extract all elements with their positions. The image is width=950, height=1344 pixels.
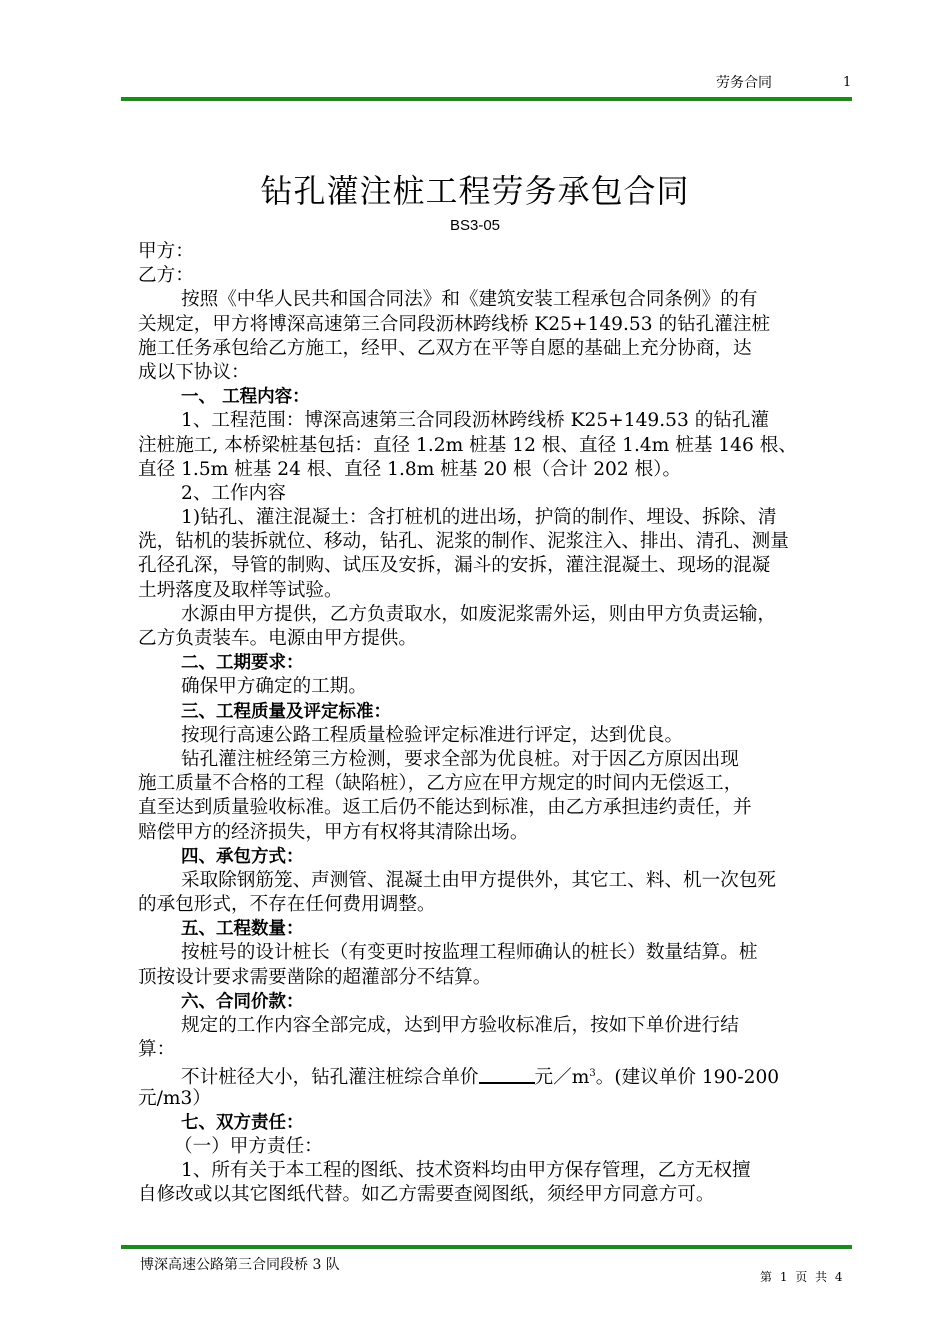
paragraph-line: 洗，钻机的装拆就位、移动，钻孔、泥浆的制作、泥浆注入、排出、清孔、测量 xyxy=(138,531,789,553)
unit-price-unit: 元／m xyxy=(534,1067,590,1089)
section-heading: 一、 工程内容： xyxy=(181,387,310,408)
document-body xyxy=(138,240,852,1208)
paragraph-line: 孔径孔深，导管的制购、试压及安拆，漏斗的安拆，灌注混凝土、现场的混凝 xyxy=(138,555,771,577)
footer-rule xyxy=(121,1245,852,1249)
paragraph-line: 自修改或以其它图纸代替。如乙方需要查阅图纸，须经甲方同意方可。 xyxy=(138,1184,715,1206)
paragraph-line: 施工任务承包给乙方施工，经甲、乙双方在平等自愿的基础上充分协商，达 xyxy=(138,337,752,359)
header-page-number: 1 xyxy=(843,75,852,90)
section-heading: 三、工程质量及评定标准： xyxy=(181,701,391,722)
header-rule xyxy=(121,97,852,101)
footer-left-text: 博深高速公路第三合同段桥 3 队 xyxy=(140,1257,340,1273)
section-heading: 二、工期要求： xyxy=(181,653,304,674)
party-b-line: 乙方： xyxy=(138,265,194,287)
party-a-line: 甲方： xyxy=(138,241,194,262)
section-heading: 六、合同价款： xyxy=(181,991,304,1012)
paragraph-line: 土坍落度及取样等试验。 xyxy=(138,579,343,601)
paragraph-line: 乙方负责装车。电源由甲方提供。 xyxy=(138,628,417,649)
unit-price-superscript: 3 xyxy=(589,1068,596,1080)
footer-page-indicator: 第 1 页 共 4 xyxy=(760,1270,845,1284)
header-title: 劳务合同 xyxy=(716,75,772,91)
document-code: BS3-05 xyxy=(449,217,501,234)
paragraph-line: 确保甲方确定的工期。 xyxy=(181,676,367,698)
paragraph-line: 的承包形式，不存在任何费用调整。 xyxy=(138,894,436,916)
paragraph-line: 采取除钢筋笼、声测管、混凝土由甲方提供外，其它工、料、机一次包死 xyxy=(181,869,777,891)
unit-price-line xyxy=(138,1062,852,1089)
paragraph-line: 钻孔灌注桩经第三方检测，要求全部为优良桩。对于因乙方原因出现 xyxy=(181,748,739,770)
paragraph-line: 直至达到质量验收标准。返工后仍不能达到标准，由乙方承担违约责任，并 xyxy=(138,797,752,819)
paragraph-line: 算： xyxy=(138,1039,176,1061)
paragraph-line: 按现行高速公路工程质量检验评定标准进行评定，达到优良。 xyxy=(181,724,684,746)
paragraph-line: 施工质量不合格的工程（缺陷桩），乙方应在甲方规定的时间内无偿返工， xyxy=(138,773,743,795)
section-heading: 七、双方责任： xyxy=(181,1112,304,1133)
section-heading: 五、工程数量： xyxy=(181,919,304,940)
unit-price-blank xyxy=(479,1065,535,1084)
paragraph-line: 按照《中华人民共和国合同法》和《建筑安装工程承包合同条例》的有 xyxy=(181,289,758,311)
subsection-heading: （一）甲方责任： xyxy=(174,1135,323,1157)
section-heading: 四、承包方式： xyxy=(181,846,304,867)
paragraph-line: 按桩号的设计桩长（有变更时按监理工程师确认的桩长）数量结算。桩 xyxy=(181,942,758,964)
paragraph-line: 顶按设计要求需要凿除的超灌部分不结算。 xyxy=(138,966,492,988)
paragraph-line: 规定的工作内容全部完成，达到甲方验收标准后，按如下单价进行结 xyxy=(181,1015,739,1036)
document-title: 钻孔灌注桩工程劳务承包合同 xyxy=(260,172,690,210)
unit-price-text: 不计桩径大小，钻孔灌注桩综合单价 xyxy=(181,1067,479,1089)
paragraph-line: 1)钻孔、灌注混凝土：含打桩机的进出场，护筒的制作、埋设、拆除、清 xyxy=(181,507,777,529)
paragraph-line: 1、所有关于本工程的图纸、技术资料均由甲方保存管理，乙方无权擅 xyxy=(181,1160,751,1182)
paragraph-line: 赔偿甲方的经济损失，甲方有权将其清除出场。 xyxy=(138,821,529,843)
paragraph-line: 直径 1.5m 桩基 24 根、直径 1.8m 桩基 20 根（合计 202 根）。 xyxy=(138,458,682,480)
paragraph-line: 注桩施工, 本桥梁桩基包括：直径 1.2m 桩基 12 根、直径 1.4m 桩基 146 根、 xyxy=(138,434,797,456)
unit-price-suggestion: 。(建议单价 190-200 xyxy=(595,1067,780,1089)
paragraph-line: 水源由甲方提供，乙方负责取水，如废泥浆需外运，则由甲方负责运输， xyxy=(181,603,777,625)
paragraph-line: 关规定，甲方将博深高速第三合同段沥林跨线桥 K25+149.53 的钻孔灌注桩 xyxy=(138,313,771,335)
paragraph-line: 1、工程范围：博深高速第三合同段沥林跨线桥 K25+149.53 的钻孔灌 xyxy=(181,410,770,432)
paragraph-line: 元/m3） xyxy=(138,1087,211,1109)
paragraph-line: 2、工作内容 xyxy=(181,482,286,504)
paragraph-line: 成以下协议： xyxy=(138,361,250,383)
